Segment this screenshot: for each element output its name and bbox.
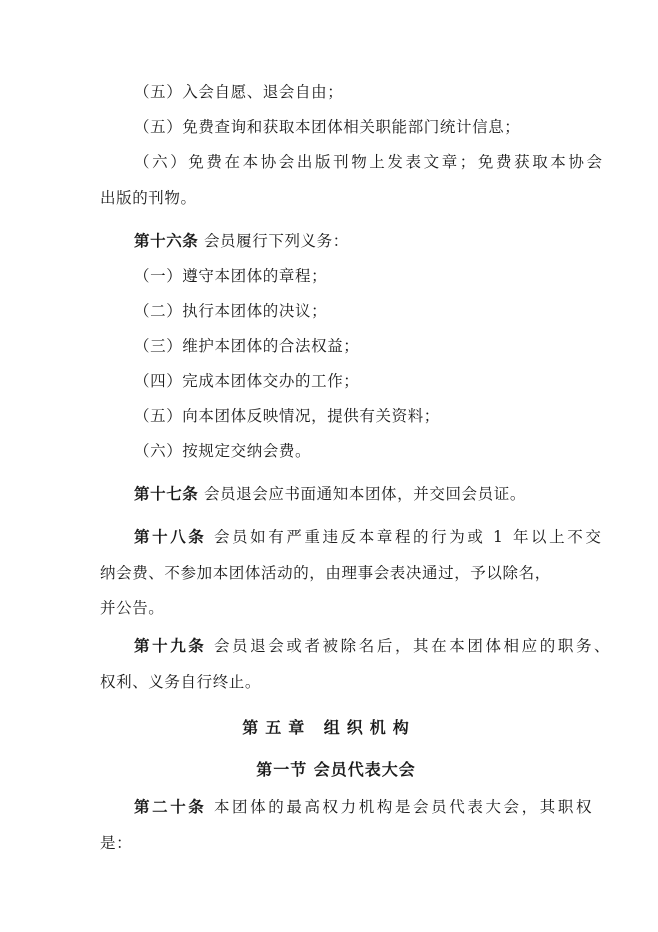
section-heading: 第一节 会员代表大会 bbox=[256, 760, 416, 779]
paragraph-right-6: （六）免费在本协会出版刊物上发表文章；免费获取本协会 bbox=[134, 153, 605, 171]
obligation-4: （四）完成本团体交办的工作； bbox=[134, 372, 360, 390]
article-19 bbox=[134, 636, 612, 656]
article-19-cont: 权利、义务自行终止。 bbox=[100, 673, 262, 691]
article-18-text: 会员如有严重违反本章程的行为或 1 年以上不交 bbox=[213, 528, 604, 546]
article-18 bbox=[134, 527, 603, 547]
article-16-title: 第十六条 bbox=[134, 232, 199, 250]
obligation-5: （五）向本团体反映情况，提供有关资料； bbox=[134, 407, 440, 425]
article-17 bbox=[134, 484, 526, 504]
obligation-3: （三）维护本团体的合法权益； bbox=[134, 337, 360, 355]
article-20-cont: 是： bbox=[100, 834, 133, 852]
article-17-text: 会员退会应书面通知本团体，并交回会员证。 bbox=[203, 485, 526, 503]
article-20-title: 第二十条 bbox=[134, 798, 207, 816]
paragraph-right-6-cont: 出版的刊物。 bbox=[100, 189, 197, 207]
paragraph-right-5: （五）入会自愿、退会自由； bbox=[134, 83, 344, 101]
article-16 bbox=[134, 231, 349, 251]
article-18-cont: 纳会费、不参加本团体活动的，由理事会表决通过，予以除名， bbox=[100, 564, 551, 582]
article-20 bbox=[134, 797, 594, 817]
obligation-6: （六）按规定交纳会费。 bbox=[134, 442, 312, 460]
article-18-title: 第十八条 bbox=[134, 528, 207, 546]
obligation-2: （二）执行本团体的决议； bbox=[134, 302, 328, 320]
article-17-title: 第十七条 bbox=[134, 485, 199, 503]
chapter-heading: 第五章 组织机构 bbox=[242, 718, 416, 737]
article-18-cont2: 并公告。 bbox=[100, 599, 165, 617]
article-19-text: 会员退会或者被除名后，其在本团体相应的职务、 bbox=[213, 637, 613, 655]
article-19-title: 第十九条 bbox=[134, 637, 207, 655]
article-16-text: 会员履行下列义务： bbox=[203, 232, 349, 250]
article-20-text: 本团体的最高权力机构是会员代表大会，其职权 bbox=[213, 798, 595, 816]
paragraph-right-5b: （五）免费查询和获取本团体相关职能部门统计信息； bbox=[134, 118, 521, 136]
obligation-1: （一）遵守本团体的章程； bbox=[134, 267, 328, 285]
